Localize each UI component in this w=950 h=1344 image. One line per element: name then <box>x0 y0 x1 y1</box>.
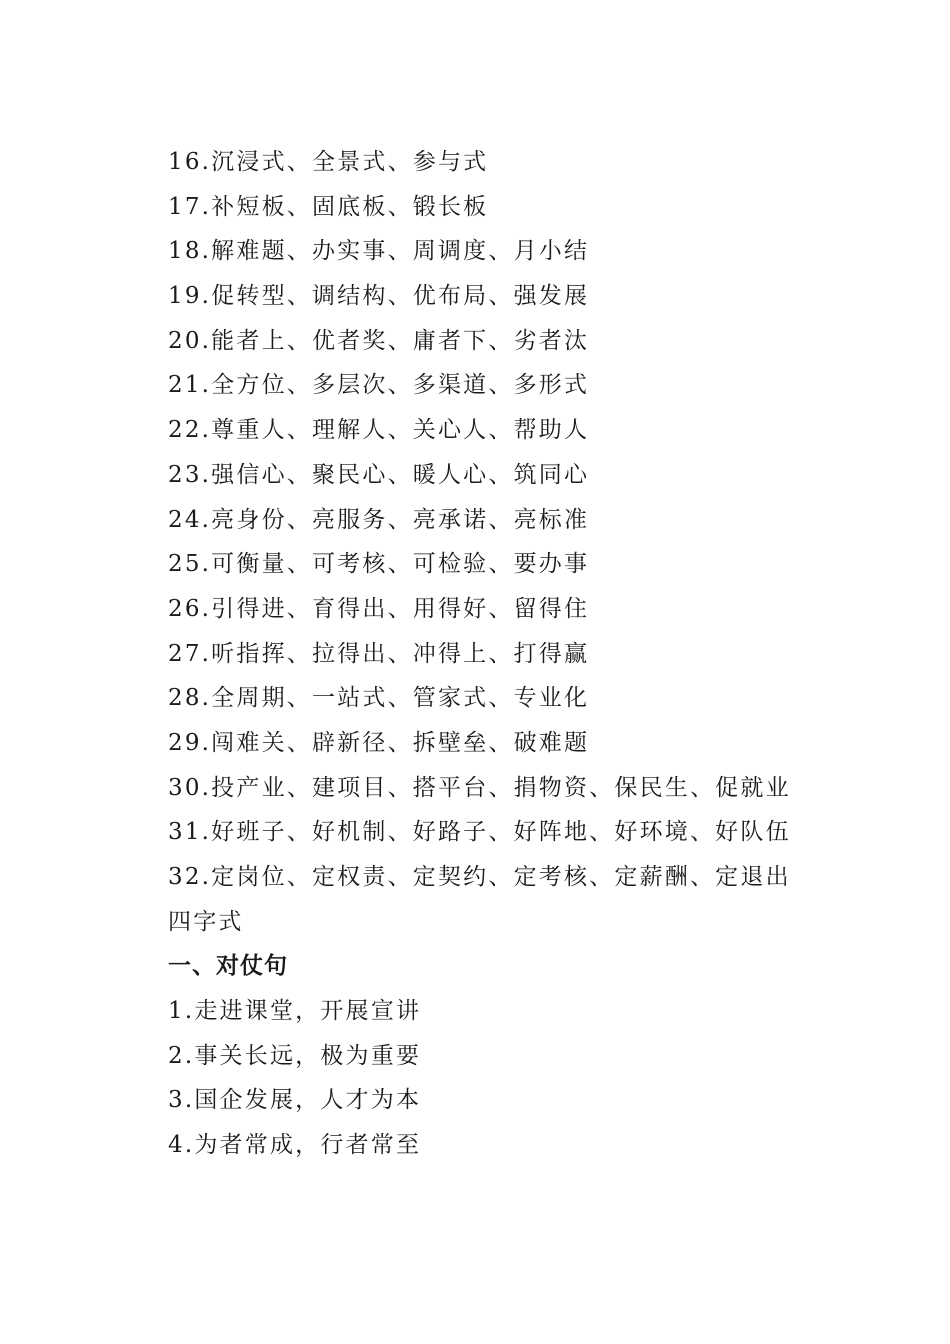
document-body <box>168 140 828 1168</box>
list-item: 17.补短板、固底板、锻长板 <box>168 193 489 220</box>
list-item: 25.可衡量、可考核、可检验、要办事 <box>168 551 590 578</box>
list-item: 32.定岗位、定权责、定契约、定考核、定薪酬、定退出 <box>168 864 791 890</box>
list-item: 3.国企发展，人才为本 <box>168 1087 422 1114</box>
section-label: 四字式 <box>168 908 244 935</box>
list-item: 23.强信心、聚民心、暖人心、筑同心 <box>168 461 590 488</box>
list-item: 19.促转型、调结构、优布局、强发展 <box>168 283 590 310</box>
section-heading: 一、对仗句 <box>168 953 288 980</box>
list-item: 28.全周期、一站式、管家式、专业化 <box>168 685 590 712</box>
list-item: 27.听指挥、拉得出、冲得上、打得赢 <box>168 640 590 667</box>
list-item: 30.投产业、建项目、搭平台、捐物资、保民生、促就业 <box>168 774 791 801</box>
list-item: 21.全方位、多层次、多渠道、多形式 <box>168 372 590 399</box>
list-item: 16.沉浸式、全景式、参与式 <box>168 149 489 175</box>
list-item: 29.闯难关、辟新径、拆壁垒、破难题 <box>168 729 590 756</box>
list-item: 26.引得进、育得出、用得好、留得住 <box>168 595 590 622</box>
list-item: 1.走进课堂，开展宣讲 <box>168 998 422 1025</box>
list-item: 22.尊重人、理解人、关心人、帮助人 <box>168 417 590 444</box>
list-item: 24.亮身份、亮服务、亮承诺、亮标准 <box>168 506 590 533</box>
list-item: 4.为者常成，行者常至 <box>168 1132 422 1159</box>
list-item: 20.能者上、优者奖、庸者下、劣者汰 <box>168 327 590 354</box>
list-item: 2.事关长远，极为重要 <box>168 1042 422 1069</box>
list-item: 31.好班子、好机制、好路子、好阵地、好环境、好队伍 <box>168 819 791 846</box>
list-item: 18.解难题、办实事、周调度、月小结 <box>168 238 590 265</box>
